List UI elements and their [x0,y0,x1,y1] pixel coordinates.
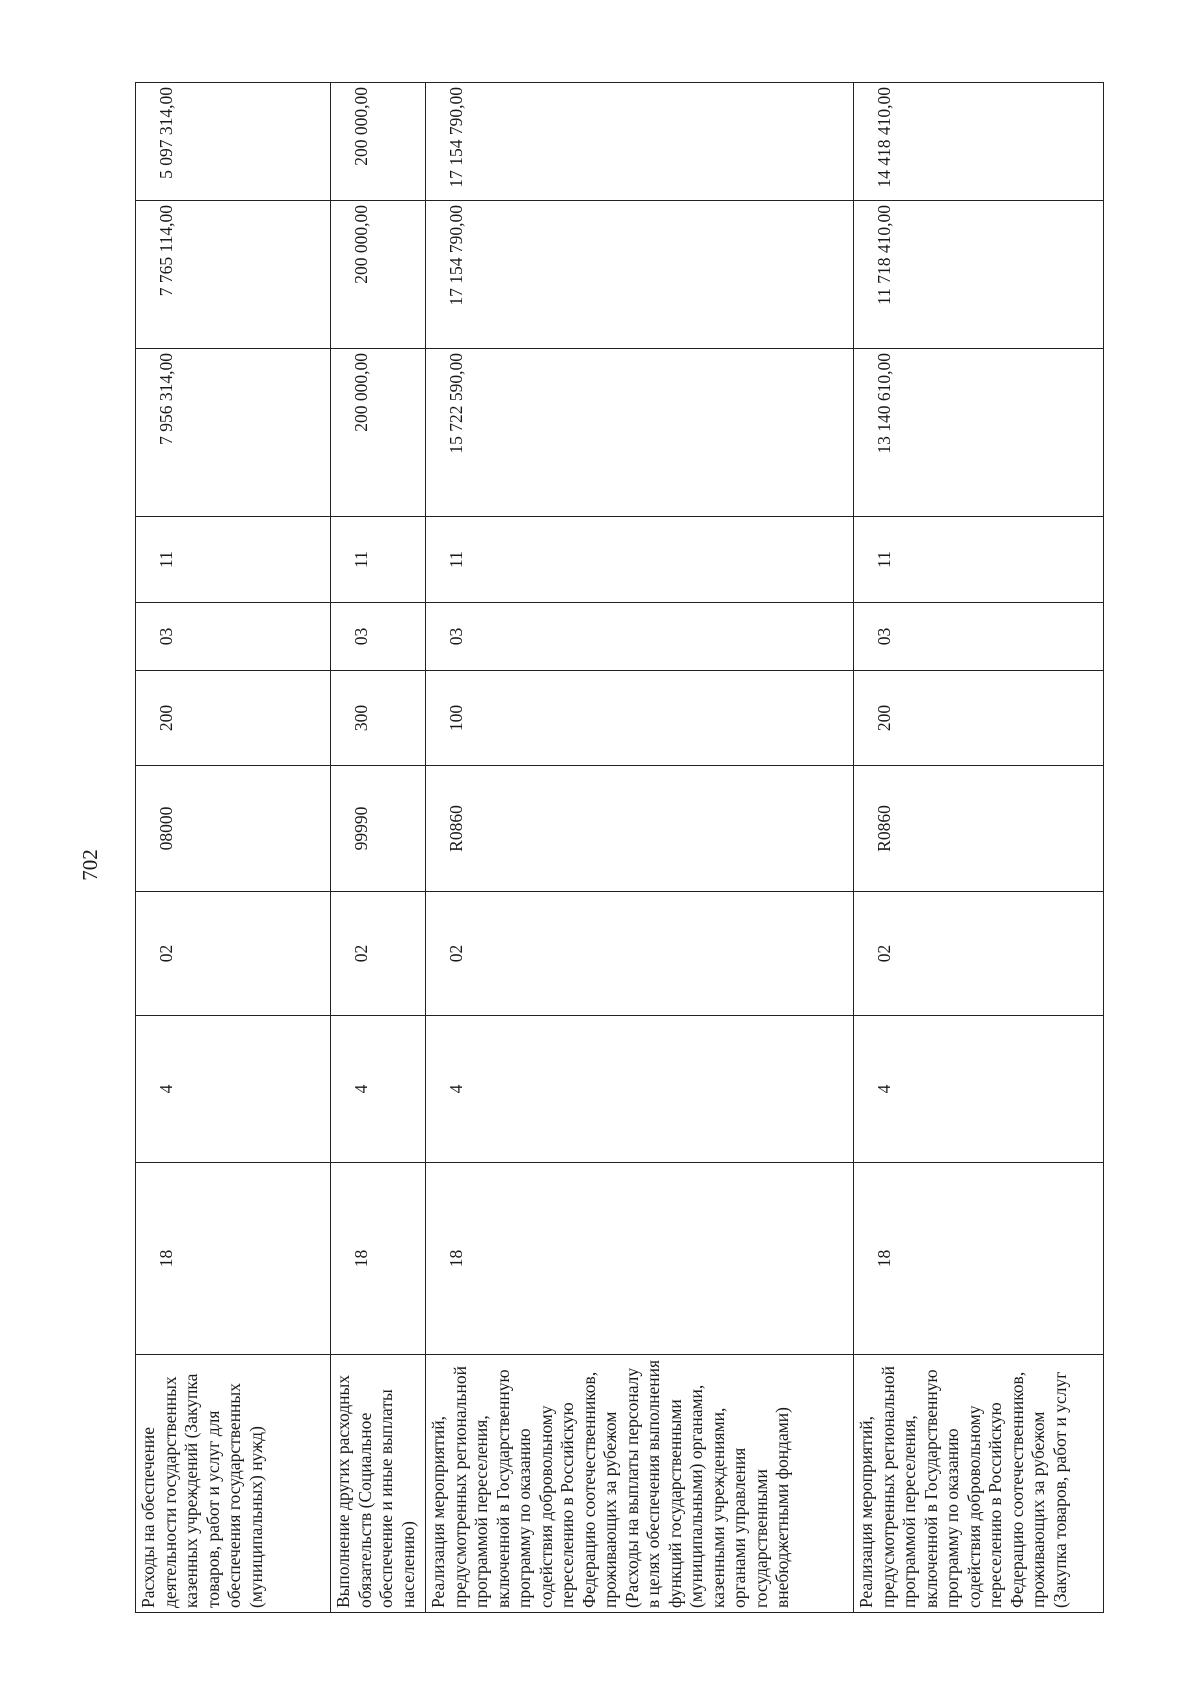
code-cell: 08000 [136,766,331,892]
row-description: Реализация мероприятий, предусмотренных региональной программой переселения, включенной в Государственную программу по оказанию содействия добровольному переселению в Российскую Федерацию соотечественников, проживающих за рубежом (Закупка товаров, работ и услуг [854,1355,1104,1613]
table-row [854,83,1104,1613]
amount-cell: 7 765 114,00 [136,201,331,349]
code-cell: 4 [426,1016,854,1163]
amount-cell: 17 154 790,00 [426,201,854,349]
code-cell: 03 [331,603,426,671]
code-cell: 18 [331,1163,426,1355]
code-cell: 03 [426,603,854,671]
code-cell: 4 [854,1016,1104,1163]
code-cell: 200 [854,671,1104,766]
code-cell: 18 [854,1163,1104,1355]
code-cell: 200 [136,671,331,766]
code-cell: 03 [854,603,1104,671]
budget-table [135,82,1104,1613]
code-cell: R0860 [426,766,854,892]
amount-cell: 17 154 790,00 [426,83,854,201]
amount-cell: 11 718 410,00 [854,201,1104,349]
code-cell: 300 [331,671,426,766]
code-cell: R0860 [854,766,1104,892]
code-cell: 11 [426,517,854,603]
code-cell: 18 [426,1163,854,1355]
code-cell: 4 [331,1016,426,1163]
code-cell: 4 [136,1016,331,1163]
code-cell: 11 [854,517,1104,603]
code-cell: 18 [136,1163,331,1355]
amount-cell: 5 097 314,00 [136,83,331,201]
row-description: Реализация мероприятий, предусмотренных региональной программой переселения, включенной в Государственную программу по оказанию содействия добровольному переселению в Российскую Федерацию соотечественников, проживающих за рубежом (Расходы на выплаты персоналу в целях обеспечения выполнения функций государственными (муниципальными) органами, казенными учреждениями, органами управления государственными внебюджетными фондами) [426,1355,854,1613]
page-number: 702 [78,849,102,881]
code-cell: 02 [136,892,331,1016]
row-description: Расходы на обеспечение деятельности государственных казенных учреждений (Закупка товаров, работ и услуг для обеспечения государственных (муниципальных) нужд) [136,1355,331,1613]
amount-cell: 14 418 410,00 [854,83,1104,201]
rotated-table-wrapper [135,83,1103,1613]
amount-cell: 200 000,00 [331,201,426,349]
table-row [331,83,426,1613]
code-cell: 11 [136,517,331,603]
code-cell: 02 [854,892,1104,1016]
amount-cell: 13 140 610,00 [854,349,1104,517]
code-cell: 03 [136,603,331,671]
amount-cell: 7 956 314,00 [136,349,331,517]
code-cell: 100 [426,671,854,766]
code-cell: 02 [331,892,426,1016]
code-cell: 99990 [331,766,426,892]
table-row [426,83,854,1613]
amount-cell: 200 000,00 [331,83,426,201]
row-description: Выполнение других расходных обязательств (Социальное обеспечение и иные выплаты населению) [331,1355,426,1613]
amount-cell: 15 722 590,00 [426,349,854,517]
code-cell: 02 [426,892,854,1016]
table-row [136,83,331,1613]
amount-cell: 200 000,00 [331,349,426,517]
code-cell: 11 [331,517,426,603]
